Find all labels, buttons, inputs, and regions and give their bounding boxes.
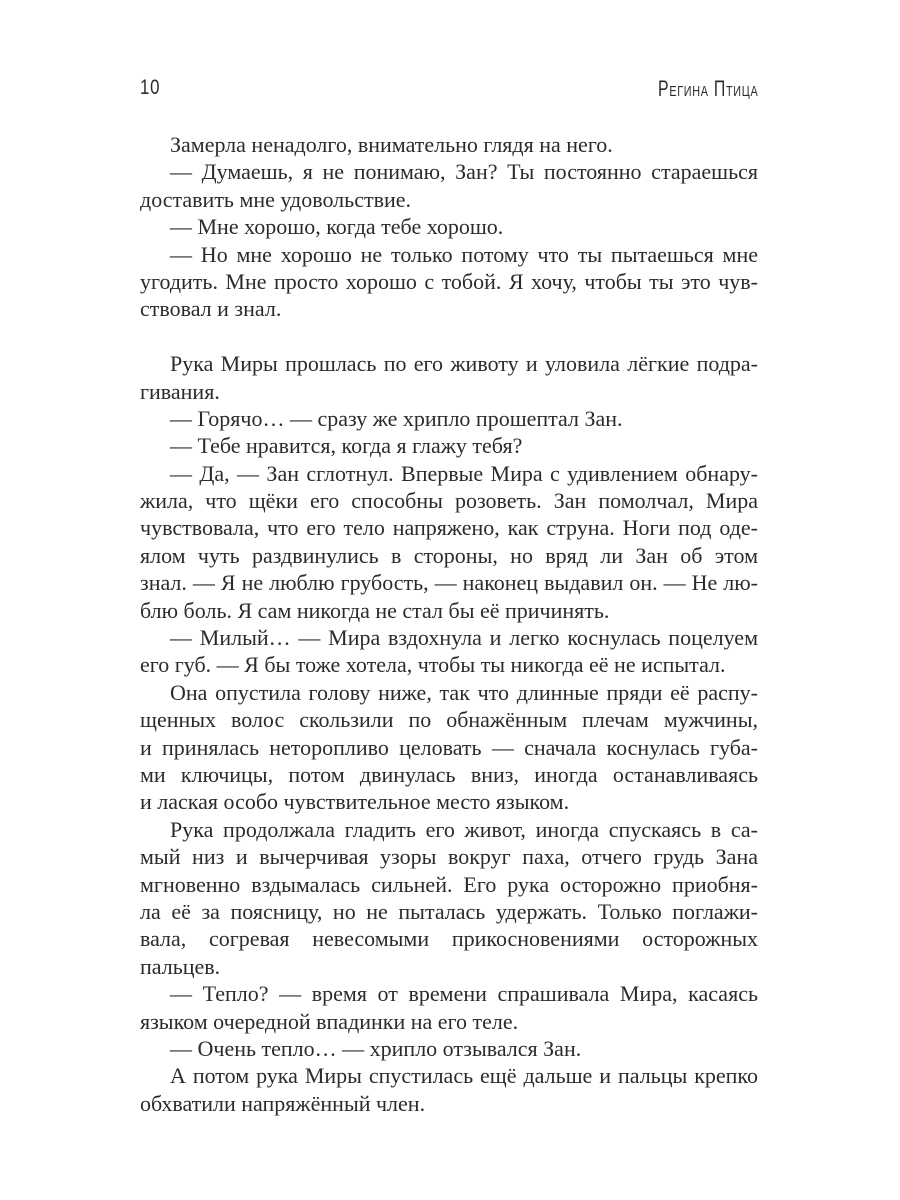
text-line: гивания. [140, 378, 220, 404]
text-line: ствовал и знал. [140, 296, 282, 322]
text-line: угодить. Мне просто хорошо с тобой. Я хочу, чтобы ты это чув- [140, 268, 758, 294]
paragraph [140, 405, 758, 432]
paragraph [140, 679, 758, 816]
text-line: ми ключицы, потом двинулась вниз, иногда останавливаясь [140, 761, 758, 787]
paragraph [140, 816, 758, 980]
text-line: — Тебе нравится, когда я глажу тебя? [170, 433, 523, 459]
text-line: языком очередной впадинки на его теле. [140, 1008, 519, 1034]
text-line: жила, что щёки его способны розоветь. Зан помолчал, Мира [140, 488, 758, 514]
paragraph-break [140, 323, 758, 350]
paragraph [140, 158, 758, 213]
text-line: ла её за поясницу, но не пыталась удержать. Только поглажи- [140, 898, 758, 924]
text-line: знал. — Я не люблю грубость, — наконец выдавил он. — Не лю- [140, 570, 758, 596]
text-line: — Тепло? — время от времени спрашивала Мира, касаясь [170, 981, 758, 1007]
text-line: чувствовала, что его тело напряжено, как струна. Ноги под оде- [140, 515, 758, 541]
text-line: блю боль. Я сам никогда не стал бы её причинять. [140, 597, 610, 623]
paragraph [140, 460, 758, 624]
text-line: щенных волос скользили по обнажённым плечам мужчины, [140, 707, 758, 733]
text-line: Рука Миры прошлась по его животу и уловила лёгкие подра- [170, 351, 758, 377]
paragraph [140, 131, 758, 158]
paragraph [140, 432, 758, 459]
text-line: вала, согревая невесомыми прикосновениями осторожных [140, 926, 758, 952]
body-text [140, 131, 758, 1117]
paragraph [140, 1062, 758, 1117]
text-line: и лаская особо чувствительное место языком. [140, 789, 570, 815]
text-line: Замерла ненадолго, внимательно глядя на него. [170, 132, 613, 157]
text-line: А потом рука Миры спустилась ещё дальше и пальцы крепко [170, 1063, 758, 1089]
text-line: Она опустила голову ниже, так что длинные пряди её распу- [170, 679, 758, 705]
text-line: его губ. — Я бы тоже хотела, чтобы ты никогда её не испытал. [140, 652, 726, 678]
text-line: пальцев. [140, 953, 221, 979]
paragraph [140, 241, 758, 323]
text-line: — Горячо… — сразу же хрипло прошептал Зан. [170, 405, 623, 431]
text-line: мый низ и вычерчивая узоры вокруг паха, отчего грудь Зана [140, 844, 758, 870]
text-line: доставить мне удовольствие. [140, 186, 411, 212]
text-line: обхватили напряжённый член. [140, 1090, 426, 1116]
text-line: мгновенно вздымалась сильней. Его рука осторожно приобня- [140, 871, 758, 897]
paragraph [140, 980, 758, 1035]
text-line: Рука продолжала гладить его живот, иногда спускаясь в са- [170, 816, 758, 842]
text-line: — Да, — Зан сглотнул. Впервые Мира с удивлением обнару- [170, 460, 758, 486]
text-line: — Мне хорошо, когда тебе хорошо. [170, 214, 504, 240]
text-line: — Но мне хорошо не только потому что ты пытаешься мне [170, 241, 758, 267]
text-line: — Очень тепло… — хрипло отзывался Зан. [170, 1035, 582, 1061]
page-number: 10 [140, 76, 161, 99]
paragraph [140, 1035, 758, 1062]
text-line: — Думаешь, я не понимаю, Зан? Ты постоянно стараешься [170, 159, 758, 185]
paragraph [140, 624, 758, 679]
text-line: — Милый… — Мира вздохнула и легко коснулась поцелуем [170, 625, 758, 651]
text-line: ялом чуть раздвинулись в стороны, но вряд ли Зан об этом [140, 542, 758, 568]
paragraph [140, 213, 758, 240]
page-header [140, 76, 758, 108]
paragraph [140, 350, 758, 405]
text-line: и принялась неторопливо целовать — сначала коснулась губа- [140, 734, 758, 760]
running-head-author: Регина Птица [657, 76, 758, 101]
